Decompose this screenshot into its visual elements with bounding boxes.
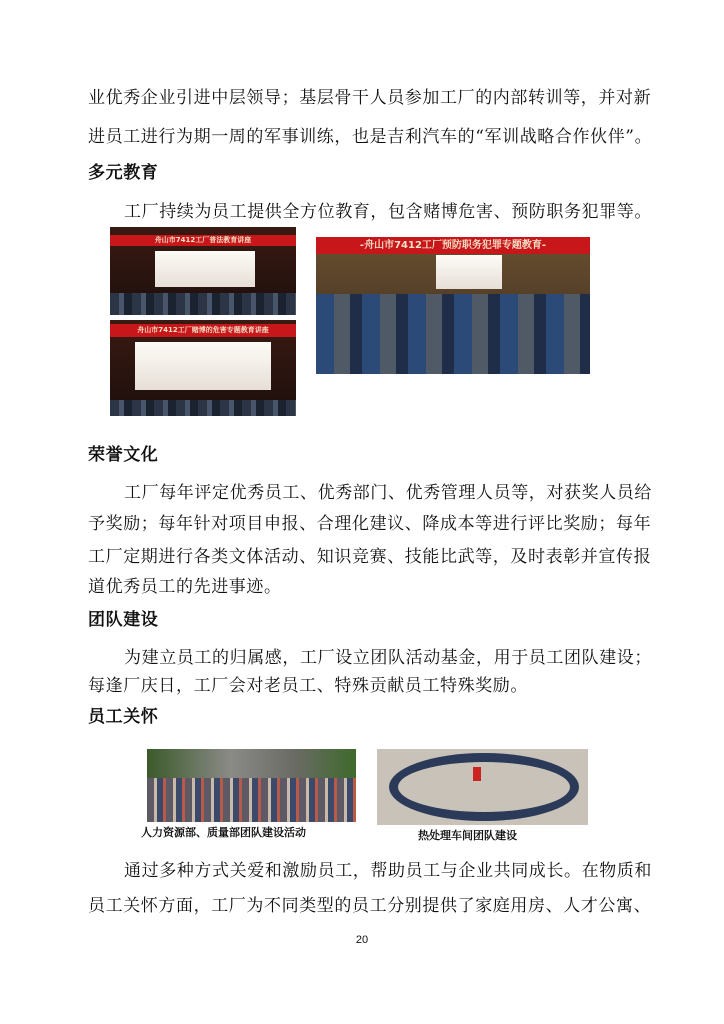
section-heading-team: 团队建设: [88, 610, 159, 630]
group-of-people: [147, 778, 356, 822]
photo-caption: 人力资源部、质量部团队建设活动: [141, 826, 306, 839]
section-heading-care: 员工关怀: [88, 707, 159, 727]
body-text-line: 进员工进行为期一周的军事训练，也是吉利汽车的“军训战略合作伙伴”。: [88, 127, 653, 147]
photo-hr-team: [147, 749, 356, 822]
body-text-line: 业优秀企业引进中层领导；基层骨干人员参加工厂的内部转训等，并对新: [88, 88, 652, 108]
body-text-line: 工厂定期进行各类文体活动、知识竞赛、技能比武等，及时表彰并宣传报: [88, 547, 652, 567]
section-heading-education: 多元教育: [88, 163, 159, 183]
people-circle: [389, 753, 579, 821]
body-text-line: 予奖励；每年针对项目申报、合理化建议、降成本等进行评比奖励；每年: [88, 514, 652, 534]
body-text-line: 员工关怀方面，工厂为不同类型的员工分别提供了家庭用房、人才公寓、: [88, 896, 652, 916]
body-text-line: 为建立员工的归属感，工厂设立团队活动基金，用于员工团队建设；: [124, 648, 652, 668]
projection-screen: [135, 342, 271, 390]
page-number: 20: [355, 934, 369, 946]
photo-crime-prevention: [316, 237, 590, 374]
body-text-line: 每逢厂庆日，工厂会对老员工、特殊贡献员工特殊奖励。: [88, 676, 528, 696]
audience: [110, 400, 296, 416]
photo-banner: -舟山市7412工厂预防职务犯罪专题教育-: [316, 237, 590, 254]
photo-lecture-2: [110, 320, 296, 416]
photo-lecture-1: [110, 227, 296, 315]
body-text-line: 通过多种方式关爱和激励员工，帮助员工与企业共同成长。在物质和: [124, 861, 652, 881]
projection-screen: [155, 251, 255, 287]
body-text-line: 工厂持续为员工提供全方位教育，包含赌博危害、预防职务犯罪等。: [124, 202, 652, 222]
body-text-line: 道优秀员工的先进事迹。: [88, 577, 282, 597]
audience: [316, 294, 590, 374]
leader-figure: [473, 767, 481, 781]
body-text-line: 工厂每年评定优秀员工、优秀部门、优秀管理人员等，对获奖人员给: [124, 483, 652, 503]
photo-caption: 热处理车间团队建设: [418, 829, 517, 842]
section-heading-honor: 荣誉文化: [88, 445, 159, 465]
photo-banner: 舟山市7412工厂普法教育讲座: [110, 235, 296, 246]
audience: [110, 293, 296, 315]
photo-banner: 舟山市7412工厂赌博的危害专题教育讲座: [110, 324, 296, 337]
projection-screen: [436, 255, 502, 289]
photo-workshop-team: [377, 749, 588, 825]
